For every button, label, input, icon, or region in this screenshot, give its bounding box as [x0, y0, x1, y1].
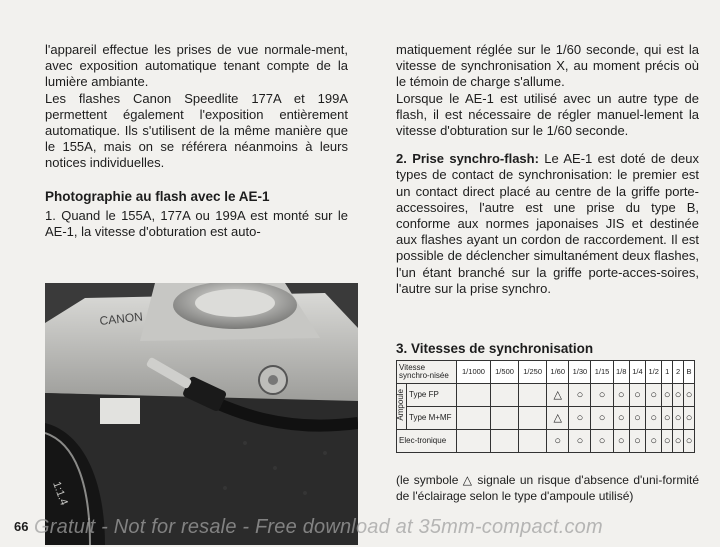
section-heading-flash: Photographie au flash avec le AE-1: [45, 188, 270, 204]
right-paragraph-1: matiquement réglée sur le 1/60 seconde, qui est la vitesse de synchronisation X, au moment précis où le témoin de charge s'allume.: [396, 42, 699, 90]
sync-mark: [491, 384, 519, 407]
page-number: 66: [14, 519, 29, 534]
symbol-note: (le symbole △ signale un risque d'absence d'uni-formité de l'éclairage selon le type d'ampoule utilisé): [396, 473, 699, 503]
sync-speed-6: 1/8: [613, 361, 629, 384]
right-paragraph-synchro: [396, 151, 699, 297]
lens-engraving: 1:1.4: [50, 479, 70, 508]
sync-mark: ○: [662, 384, 673, 407]
sync-mark: [457, 407, 491, 430]
sync-mark: ○: [569, 430, 591, 453]
sync-speed-5: 1/15: [591, 361, 613, 384]
sync-row: [397, 430, 695, 453]
sync-mark: △: [547, 384, 569, 407]
sync-mark: ○: [613, 407, 629, 430]
sync-mark: ○: [569, 384, 591, 407]
camera-photo: [45, 283, 358, 545]
sync-speed-7: 1/4: [629, 361, 645, 384]
sync-speed-9: 1: [662, 361, 673, 384]
right-column: [396, 42, 699, 297]
sync-row: [397, 384, 695, 407]
sync-mark: ○: [629, 430, 645, 453]
sync-speed-table: [396, 360, 695, 453]
ampoule-label-cell: [397, 384, 407, 430]
sync-speed-2: 1/250: [519, 361, 547, 384]
sync-mark: ○: [673, 407, 684, 430]
left-paragraph-1: l'appareil effectue les prises de vue normale-ment, avec exposition automatique tenant compte de la lumière ambiante.: [45, 42, 348, 90]
synchro-heading: 2. Prise synchro-flash:: [396, 151, 539, 167]
sync-header-label: Vitesse synchro-nisée: [397, 361, 457, 384]
sync-table-title: 3. Vitesses de synchronisation: [396, 341, 594, 356]
left-paragraph-2: Les flashes Canon Speedlite 177A et 199A permettent également l'exposition entièrement automatique. Ils s'utilisent de la même manière que le 155A, mais on se référera néanmoins à leurs notices individuelles.: [45, 90, 348, 171]
sync-row-label: Type FP: [407, 384, 457, 407]
sync-speed-4: 1/30: [569, 361, 591, 384]
sync-mark: ○: [591, 407, 613, 430]
sync-row-label: Type M+MF: [407, 407, 457, 430]
sync-row: [397, 407, 695, 430]
left-column: [45, 42, 348, 240]
sync-mark: ○: [629, 407, 645, 430]
sync-mark: ○: [646, 407, 662, 430]
sync-mark: ○: [684, 430, 695, 453]
sync-mark: [519, 407, 547, 430]
sync-mark: ○: [547, 430, 569, 453]
sync-mark: [519, 384, 547, 407]
sync-mark: ○: [673, 430, 684, 453]
sync-mark: [519, 430, 547, 453]
sync-speed-10: 2: [673, 361, 684, 384]
sync-mark: [491, 407, 519, 430]
sync-mark: ○: [662, 407, 673, 430]
sync-mark: [457, 430, 491, 453]
ampoule-label: Ampoule: [396, 389, 406, 422]
sync-mark: ○: [662, 430, 673, 453]
synchro-text: Le AE-1 est doté de deux types de contact de synchronisation: le premier est un contact direct placé au centre de la griffe porte-accessoires, l'autre est une prise du type B, conforme aux normes japonaises JIS et destinée aux flashes ayant un cordon de raccordement. Il est possible de déclencher simultanément deux flashes, l'un étant branché sur la griffe porte-acces-soires, l'autre sur la prise synchro.: [396, 151, 699, 296]
sync-mark: ○: [591, 384, 613, 407]
sync-mark: ○: [684, 384, 695, 407]
sync-mark: ○: [591, 430, 613, 453]
sync-mark: [457, 384, 491, 407]
sync-speed-3: 1/60: [547, 361, 569, 384]
sync-mark: ○: [673, 384, 684, 407]
sync-mark: ○: [646, 384, 662, 407]
sync-row-label: Elec-tronique: [397, 430, 457, 453]
sync-mark: ○: [613, 430, 629, 453]
sync-mark: [491, 430, 519, 453]
camera-engraving: CANON: [98, 309, 144, 328]
sync-header-row: [397, 361, 695, 384]
sync-speed-1: 1/500: [491, 361, 519, 384]
sync-mark: ○: [684, 407, 695, 430]
right-paragraph-2: Lorsque le AE-1 est utilisé avec un autre type de flash, il est nécessaire de régler manuel-lement la vitesse d'obturation sur le 1/60 seconde.: [396, 90, 699, 139]
sync-speed-8: 1/2: [646, 361, 662, 384]
sync-mark: ○: [569, 407, 591, 430]
sync-speed-11: B: [684, 361, 695, 384]
watermark: Gratuit - Not for resale - Free download at 35mm-compact.com: [34, 516, 603, 538]
sync-mark: ○: [613, 384, 629, 407]
camera-illustration: [45, 283, 358, 545]
left-paragraph-3: 1. Quand le 155A, 177A ou 199A est monté sur le AE-1, la vitesse d'obturation est auto-: [45, 207, 348, 240]
sync-mark: △: [547, 407, 569, 430]
sync-mark: ○: [629, 384, 645, 407]
sync-speed-0: 1/1000: [457, 361, 491, 384]
sync-mark: ○: [646, 430, 662, 453]
